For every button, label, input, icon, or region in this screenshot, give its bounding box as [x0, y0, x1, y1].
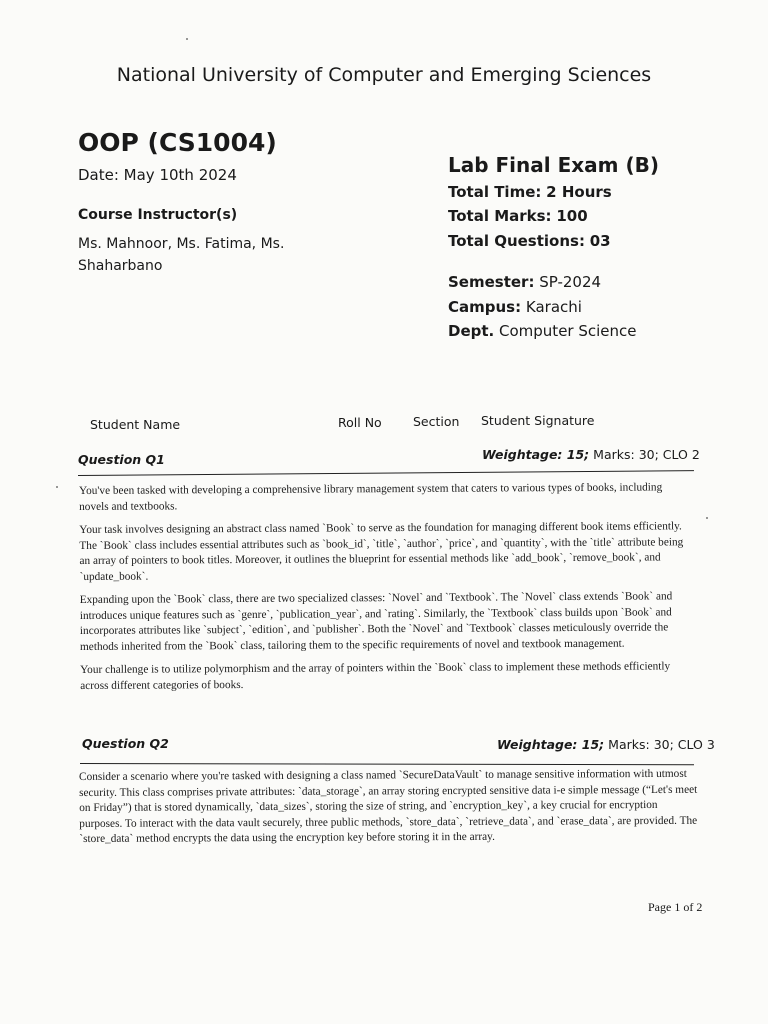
- total-marks-label: Total Marks:: [448, 207, 552, 225]
- total-questions: [448, 232, 611, 250]
- scan-speck: [56, 486, 58, 488]
- instructor-names: Ms. Mahnoor, Ms. Fatima, Ms. Shaharbano: [78, 236, 285, 274]
- question-q2-label: Question Q2: [82, 736, 169, 751]
- student-signature-label: Student Signature: [481, 413, 595, 428]
- exam-title: Lab Final Exam (B): [448, 153, 659, 177]
- scan-speck: [186, 38, 188, 40]
- campus-label: Campus:: [448, 298, 522, 316]
- dept-value: Computer Science: [499, 322, 637, 340]
- semester-label: Semester:: [448, 273, 535, 291]
- scan-speck: [706, 517, 708, 519]
- q2-divider: [80, 763, 694, 765]
- campus: [448, 298, 582, 316]
- total-marks: [448, 207, 588, 225]
- q2-weightage: Weightage: 15;: [497, 737, 605, 752]
- q2-marks-clo: Marks: 30; CLO 3: [608, 737, 715, 752]
- exam-date: Date: May 10th 2024: [78, 166, 237, 184]
- semester: [448, 273, 601, 291]
- q2-paragraph: Consider a scenario where you're tasked with designing a class named `SecureDataVault` to manage sensitive information with utmost security. This class comprises private attributes: `data_storage`, an array storing encrypted sensitive data i-e simple message (“Let's meet on Friday”) that is stored dynamically, `data_sizes`, storing the size of string, and `encryption_key`, a key crucial for encryption purposes. To interact with the data vault securely, three public methods, `store_data`, `retrieve_data`, and `erase_data`, are provided. The `store_data` method encrypts the data using the encryption key before storing it in the array.: [79, 767, 698, 845]
- total-time-label: Total Time:: [448, 183, 542, 201]
- total-time-value: 2 Hours: [546, 183, 612, 201]
- course-title: OOP (CS1004): [78, 128, 277, 157]
- total-questions-label: Total Questions:: [448, 232, 585, 250]
- instructor-heading: Course Instructor(s): [78, 207, 238, 223]
- question-q2-marks: [497, 737, 715, 752]
- q1-weightage: Weightage: 15;: [482, 447, 590, 462]
- q1-paragraph: Your task involves designing an abstract class named `Book` to serve as the foundation for managing different book items efficiently. The `Book` class includes essential attributes such as `book_id`, `title`, `author`, `price`, and `quantity`, with the `title` attribute being an array of pointers to book titles. Moreover, it outlines the blueprint for essential methods like `add_book`, `remove_book`, and `update_book`.: [79, 520, 684, 583]
- department: [448, 322, 637, 340]
- total-marks-value: 100: [556, 207, 588, 225]
- q1-paragraph: Expanding upon the `Book` class, there are two specialized classes: `Novel` and `Textbook`. The `Novel` class extends `Book` and introduces unique features such as `genre`, `publication_year`, and `rating`. Similarly, the `Textbook` class builds upon `Book` and incorporates attributes like `subject`, `edition`, and `publisher`. Both the `Novel` and `Textbook` classes meticulously override the methods inherited from the `Book` class, tailoring them to the specific requirements of novel and textbook management.: [79, 590, 673, 653]
- q1-marks-clo: Marks: 30; CLO 2: [593, 447, 700, 462]
- question-q1-marks: [482, 447, 700, 462]
- q1-divider: [78, 470, 694, 476]
- page-number: Page 1 of 2: [648, 900, 703, 914]
- campus-value: Karachi: [525, 298, 582, 316]
- section-label: Section: [413, 414, 460, 429]
- university-name: National University of Computer and Emerging Sciences: [116, 64, 652, 86]
- roll-no-label: Roll No: [338, 415, 382, 430]
- question-q1-label: Question Q1: [78, 452, 165, 467]
- total-time: [448, 183, 612, 201]
- q2-text: [79, 767, 699, 856]
- q1-paragraph: Your challenge is to utilize polymorphism and the array of pointers within the `Book` class to implement these methods efficiently across different categories of books.: [80, 660, 671, 692]
- total-questions-value: 03: [589, 232, 611, 250]
- dept-label: Dept.: [448, 322, 495, 340]
- q1-paragraph: You've been tasked with developing a comprehensive library management system that caters to various types of books, including novels and textbooks.: [79, 481, 663, 513]
- q1-text: [79, 480, 694, 702]
- student-name-label: Student Name: [90, 417, 181, 432]
- semester-value: SP-2024: [539, 273, 602, 291]
